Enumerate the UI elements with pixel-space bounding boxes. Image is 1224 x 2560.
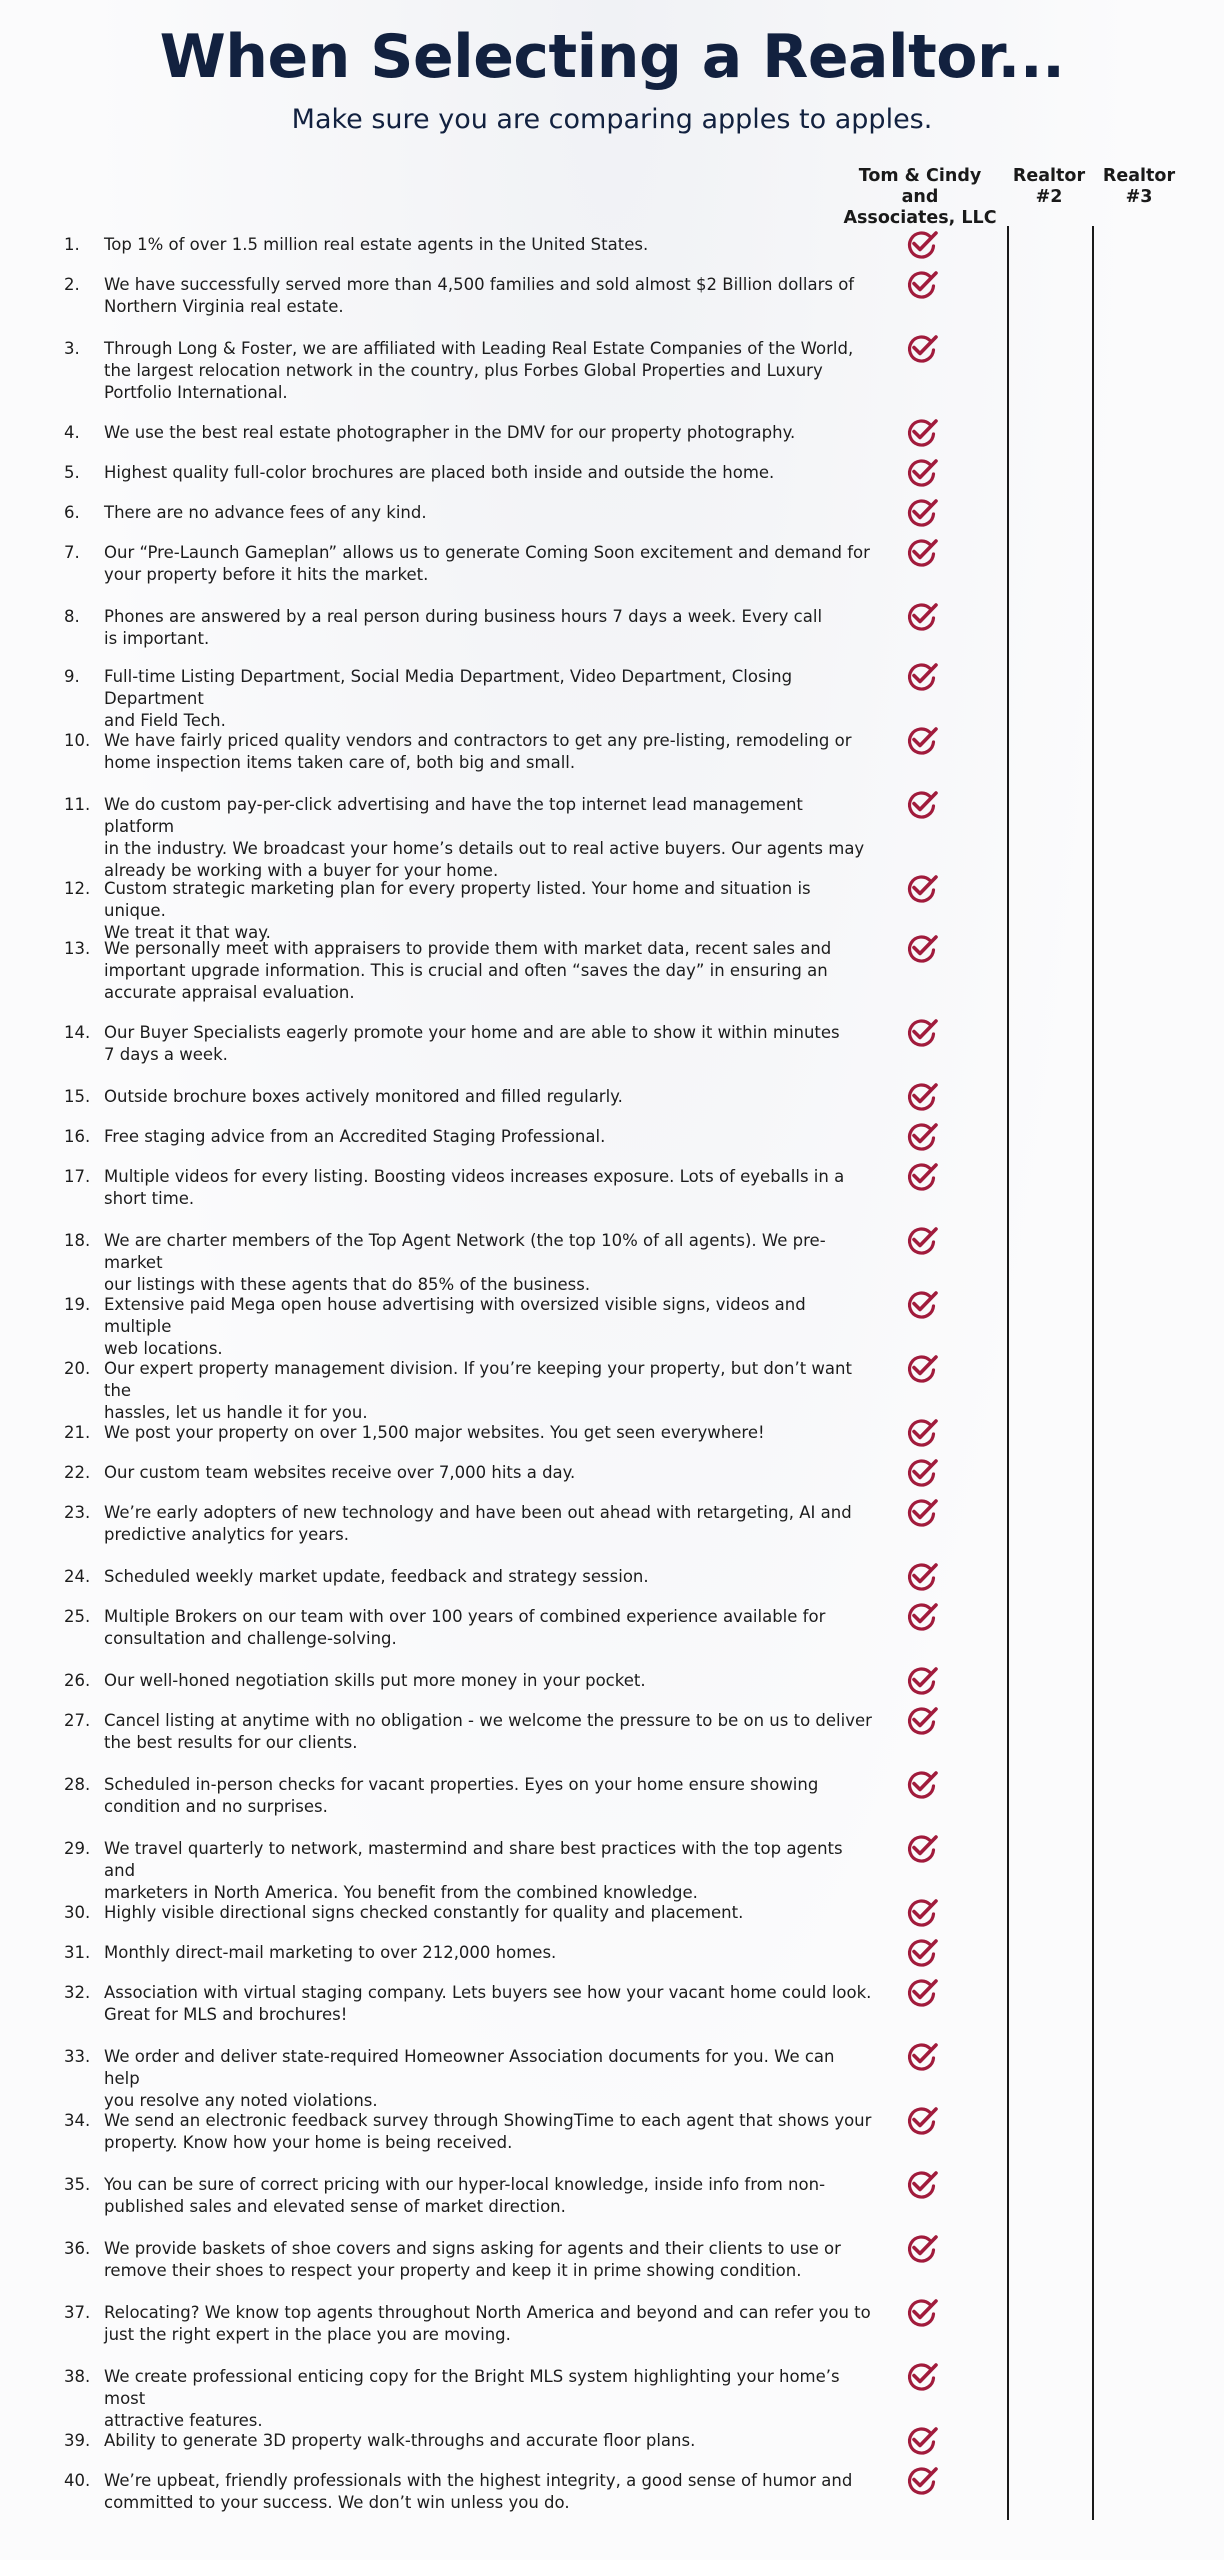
item-text: We create professional enticing copy for the Bright MLS system highlighting your home’s most attractive features. [104, 2367, 840, 2430]
item-number: 23. [64, 1503, 91, 1522]
item-text: Custom strategic marketing plan for every property listed. Your home and situation is unique. We treat it that way. [104, 879, 811, 942]
item-text: Monthly direct-mail marketing to over 212,000 homes. [104, 1943, 557, 1962]
item-number: 21. [64, 1423, 91, 1442]
item-number: 1. [64, 235, 80, 254]
check-circle-icon [905, 932, 939, 964]
item-text: We are charter members of the Top Agent Network (the top 10% of all agents). We pre-market our listings with these agents that do 85% of the business. [104, 1231, 826, 1294]
check-circle-icon [905, 496, 939, 528]
item-text: Highly visible directional signs checked constantly for quality and placement. [104, 1903, 744, 1922]
check-circle-icon [905, 1976, 939, 2008]
item-number: 25. [64, 1607, 91, 1626]
check-circle-icon [905, 660, 939, 692]
item-number: 27. [64, 1711, 91, 1730]
check-circle-icon [905, 2360, 939, 2392]
item-text: Ability to generate 3D property walk-throughs and accurate floor plans. [104, 2431, 696, 2450]
item-number: 17. [64, 1167, 91, 1186]
column-header-tom-cindy: Tom & Cindy and Associates, LLC [843, 166, 997, 228]
check-circle-icon [905, 456, 939, 488]
item-number: 24. [64, 1567, 91, 1586]
column-header-realtor-3: Realtor #3 [1102, 166, 1176, 207]
item-text: We travel quarterly to network, mastermind and share best practices with the top agents and marketers in North America. You benefit from the combined knowledge. [104, 1839, 843, 1902]
check-circle-icon [905, 1456, 939, 1488]
item-text: Full-time Listing Department, Social Media Department, Video Department, Closing Department and Field Tech. [104, 667, 793, 730]
item-number: 38. [64, 2367, 91, 2386]
item-text: Free staging advice from an Accredited Staging Professional. [104, 1127, 606, 1146]
check-circle-icon [905, 1600, 939, 1632]
check-circle-icon [905, 1704, 939, 1736]
item-number: 2. [64, 275, 80, 294]
item-number: 8. [64, 607, 80, 626]
check-circle-icon [905, 332, 939, 364]
item-text: We provide baskets of shoe covers and signs asking for agents and their clients to use or remove their shoes to respect your property and keep it in prime showing condition. [104, 2239, 841, 2280]
item-text: We’re upbeat, friendly professionals with the highest integrity, a good sense of humor and committed to your success. We don’t win unless you do. [104, 2471, 853, 2512]
item-text: Relocating? We know top agents throughout North America and beyond and can refer you to just the right expert in the place you are moving. [104, 2303, 871, 2344]
item-text: We have fairly priced quality vendors and contractors to get any pre-listing, remodeling or home inspection items taken care of, both big and small. [104, 731, 852, 772]
item-text: Highest quality full-color brochures are placed both inside and outside the home. [104, 463, 775, 482]
item-text: Through Long & Foster, we are affiliated with Leading Real Estate Companies of the World, the largest relocation network in the country, plus Forbes Global Properties and Luxury Portfolio International. [104, 339, 854, 402]
check-circle-icon [905, 2040, 939, 2072]
item-text: You can be sure of correct pricing with our hyper-local knowledge, inside info from non- published sales and elevated sense of market direction. [104, 2175, 826, 2216]
item-text: Outside brochure boxes actively monitored and filled regularly. [104, 1087, 623, 1106]
item-number: 31. [64, 1943, 91, 1962]
item-number: 6. [64, 503, 80, 522]
check-circle-icon [905, 536, 939, 568]
item-text: We have successfully served more than 4,500 families and sold almost $2 Billion dollars of Northern Virginia real estate. [104, 275, 855, 316]
check-circle-icon [905, 872, 939, 904]
item-text: Our expert property management division. If you’re keeping your property, but don’t want the hassles, let us handle it for you. [104, 1359, 852, 1422]
check-circle-icon [905, 1288, 939, 1320]
page-title: When Selecting a Realtor... [159, 22, 1065, 92]
check-circle-icon [905, 2232, 939, 2264]
item-text: Our “Pre-Launch Gameplan” allows us to generate Coming Soon excitement and demand for your property before it hits the market. [104, 543, 870, 584]
check-circle-icon [905, 1496, 939, 1528]
item-text: We personally meet with appraisers to provide them with market data, recent sales and important upgrade information. This is crucial and often “saves the day” in ensuring an accurate appraisal evaluation. [104, 939, 832, 1002]
check-circle-icon [905, 1560, 939, 1592]
item-number: 26. [64, 1671, 91, 1690]
check-circle-icon [905, 1120, 939, 1152]
item-text: Top 1% of over 1.5 million real estate agents in the United States. [104, 235, 649, 254]
check-circle-icon [905, 1352, 939, 1384]
check-circle-icon [905, 1832, 939, 1864]
item-number: 29. [64, 1839, 91, 1858]
item-number: 35. [64, 2175, 91, 2194]
item-text: We use the best real estate photographer in the DMV for our property photography. [104, 423, 796, 442]
item-text: Our custom team websites receive over 7,000 hits a day. [104, 1463, 576, 1482]
item-text: Phones are answered by a real person during business hours 7 days a week. Every call is important. [104, 607, 823, 648]
item-number: 34. [64, 2111, 91, 2130]
check-circle-icon [905, 600, 939, 632]
item-number: 14. [64, 1023, 91, 1042]
item-text: We order and deliver state-required Homeowner Association documents for you. We can help you resolve any noted violations. [104, 2047, 835, 2110]
check-circle-icon [905, 268, 939, 300]
item-text: We do custom pay-per-click advertising and have the top internet lead management platform in the industry. We broadcast your home’s details out to real active buyers. Our agents may already be working with a buyer for your home. [104, 795, 865, 880]
item-text: Scheduled in-person checks for vacant properties. Eyes on your home ensure showing condition and no surprises. [104, 1775, 819, 1816]
item-number: 16. [64, 1127, 91, 1146]
item-number: 12. [64, 879, 91, 898]
item-number: 10. [64, 731, 91, 750]
item-number: 9. [64, 667, 80, 686]
item-number: 13. [64, 939, 91, 958]
item-number: 33. [64, 2047, 91, 2066]
check-circle-icon [905, 1080, 939, 1112]
item-number: 20. [64, 1359, 91, 1378]
item-number: 4. [64, 423, 80, 442]
check-circle-icon [905, 2424, 939, 2456]
check-circle-icon [905, 416, 939, 448]
page-subtitle: Make sure you are comparing apples to apples. [291, 104, 933, 135]
check-circle-icon [905, 1896, 939, 1928]
item-number: 11. [64, 795, 91, 814]
check-circle-icon [905, 2104, 939, 2136]
item-number: 32. [64, 1983, 91, 2002]
column-header-realtor-2: Realtor #2 [1012, 166, 1086, 207]
item-text: We send an electronic feedback survey through ShowingTime to each agent that shows your property. Know how your home is being received. [104, 2111, 872, 2152]
item-number: 39. [64, 2431, 91, 2450]
item-number: 28. [64, 1775, 91, 1794]
item-text: Association with virtual staging company. Lets buyers see how your vacant home could look. Great for MLS and brochures! [104, 1983, 872, 2024]
check-circle-icon [905, 228, 939, 260]
item-text: Our well-honed negotiation skills put more money in your pocket. [104, 1671, 646, 1690]
check-circle-icon [905, 2168, 939, 2200]
item-text: We’re early adopters of new technology and have been out ahead with retargeting, AI and predictive analytics for years. [104, 1503, 852, 1544]
check-circle-icon [905, 724, 939, 756]
item-number: 22. [64, 1463, 91, 1482]
check-circle-icon [905, 1664, 939, 1696]
item-number: 37. [64, 2303, 91, 2322]
item-number: 30. [64, 1903, 91, 1922]
item-text: There are no advance fees of any kind. [104, 503, 427, 522]
check-circle-icon [905, 2296, 939, 2328]
item-number: 19. [64, 1295, 91, 1314]
item-number: 18. [64, 1231, 91, 1250]
check-circle-icon [905, 1160, 939, 1192]
check-circle-icon [905, 2464, 939, 2496]
item-number: 40. [64, 2471, 91, 2490]
check-circle-icon [905, 1016, 939, 1048]
item-number: 7. [64, 543, 80, 562]
item-text: Scheduled weekly market update, feedback and strategy session. [104, 1567, 649, 1586]
check-circle-icon [905, 1936, 939, 1968]
check-circle-icon [905, 1224, 939, 1256]
item-text: Cancel listing at anytime with no obligation - we welcome the pressure to be on us to deliver the best results for our clients. [104, 1711, 872, 1752]
item-text: Extensive paid Mega open house advertising with oversized visible signs, videos and multiple web locations. [104, 1295, 806, 1358]
check-circle-icon [905, 788, 939, 820]
item-text: Multiple videos for every listing. Boosting videos increases exposure. Lots of eyeballs in a short time. [104, 1167, 845, 1208]
check-circle-icon [905, 1768, 939, 1800]
item-text: We post your property on over 1,500 major websites. You get seen everywhere! [104, 1423, 765, 1442]
item-number: 5. [64, 463, 80, 482]
item-number: 15. [64, 1087, 91, 1106]
item-number: 3. [64, 339, 80, 358]
item-text: Multiple Brokers on our team with over 100 years of combined experience available for consultation and challenge-solving. [104, 1607, 826, 1648]
item-number: 36. [64, 2239, 91, 2258]
check-circle-icon [905, 1416, 939, 1448]
item-text: Our Buyer Specialists eagerly promote your home and are able to show it within minutes 7 days a week. [104, 1023, 840, 1064]
